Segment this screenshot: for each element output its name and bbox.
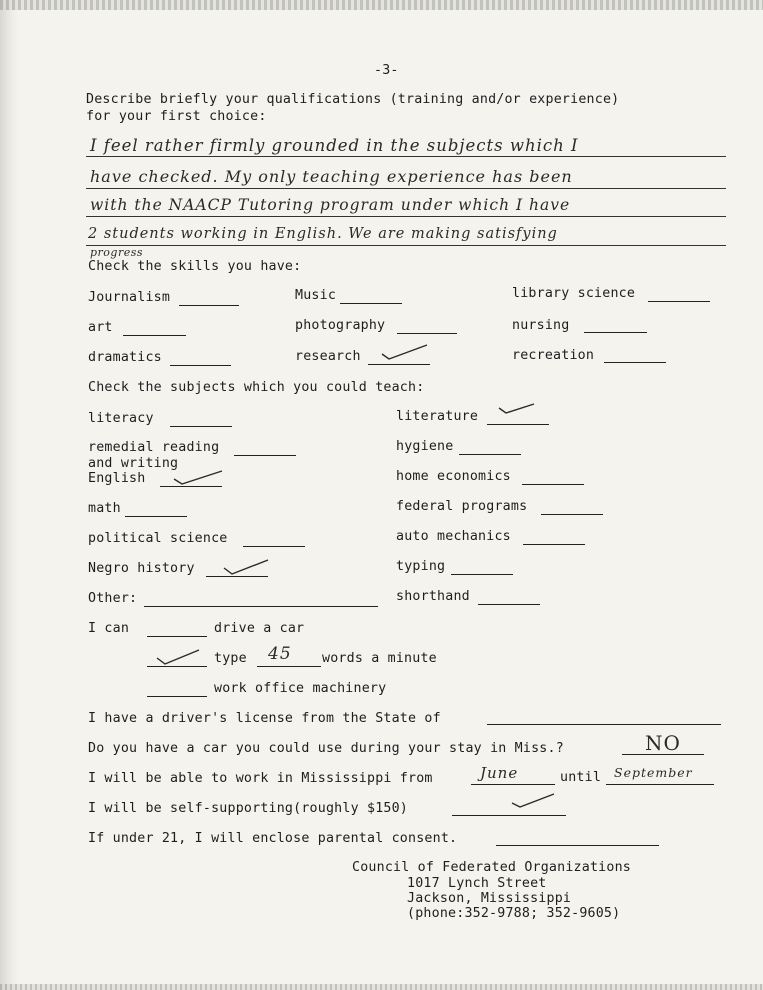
license-question: I have a driver's license from the State of <box>88 711 441 726</box>
car-question: Do you have a car you could use during your stay in Miss.? <box>88 741 564 756</box>
wpm-value: 45 <box>268 644 292 664</box>
literature-checkmark-icon <box>497 401 537 419</box>
skill-nursing-label: nursing <box>512 318 570 333</box>
self-supporting-question: I will be self-supporting(roughly $150) <box>88 801 409 816</box>
subject-remedial-blank[interactable] <box>234 455 296 456</box>
skill-journalism-blank[interactable] <box>179 305 239 306</box>
work-from-value: June <box>480 764 519 782</box>
address-phone: (phone:352-9788; 352-9605) <box>407 906 621 921</box>
subject-auto-mechanics-blank[interactable] <box>523 544 585 545</box>
self-supporting-blank[interactable] <box>452 815 566 816</box>
answer-rule-3 <box>86 216 726 217</box>
subjects-heading: Check the subjects which you could teach: <box>88 380 425 395</box>
skill-recreation-label: recreation <box>512 348 595 363</box>
subject-remedial-label-line2: and writing <box>88 456 179 471</box>
skill-art-label: art <box>88 320 113 335</box>
address-city: Jackson, Mississippi <box>407 891 572 906</box>
subject-typing-blank[interactable] <box>451 574 513 575</box>
wpm-blank[interactable] <box>257 666 321 667</box>
negro-history-checkmark-icon <box>222 557 270 579</box>
subject-english-label: English <box>88 471 146 486</box>
subject-remedial-label-line1: remedial reading <box>88 440 220 455</box>
subject-shorthand-blank[interactable] <box>478 604 540 605</box>
skill-photography-label: photography <box>295 318 386 333</box>
handwritten-answer-line4: 2 students working in English. We are making satisfying <box>88 226 558 242</box>
office-machinery-blank[interactable] <box>147 696 207 697</box>
subject-political-science-label: political science <box>88 531 228 546</box>
subject-typing-label: typing <box>396 559 446 574</box>
skill-photography-blank[interactable] <box>397 333 457 334</box>
office-machinery-label: work office machinery <box>214 681 387 696</box>
i-can-label: I can <box>88 621 130 636</box>
address-street: 1017 Lynch Street <box>407 876 547 891</box>
skill-art-blank[interactable] <box>123 335 186 336</box>
car-answer: NO <box>645 731 681 755</box>
subject-auto-mechanics-label: auto mechanics <box>396 529 511 544</box>
research-checkmark-icon <box>380 342 430 362</box>
address-org: Council of Federated Organizations <box>352 860 631 875</box>
subject-shorthand-label: shorthand <box>396 589 470 604</box>
scan-top-band <box>0 0 763 10</box>
subject-negro-history-label: Negro history <box>88 561 195 576</box>
subject-home-economics-blank[interactable] <box>522 484 584 485</box>
parental-consent-question: If under 21, I will enclose parental consent. <box>88 831 458 846</box>
parental-consent-blank[interactable] <box>496 845 659 846</box>
wpm-label: words a minute <box>322 651 437 666</box>
work-from-blank[interactable] <box>471 784 555 785</box>
type-checkmark-icon <box>155 647 201 667</box>
skill-music-label: Music <box>295 288 337 303</box>
work-until-blank[interactable] <box>606 784 714 785</box>
subject-political-science-blank[interactable] <box>243 546 305 547</box>
english-checkmark-icon <box>172 468 224 488</box>
type-label: type <box>214 651 247 666</box>
subject-literacy-blank[interactable] <box>170 426 232 427</box>
handwritten-answer-line5: progress <box>90 246 144 259</box>
work-until-value: September <box>614 765 693 780</box>
answer-rule-1 <box>86 156 726 157</box>
self-supporting-checkmark-icon <box>510 792 556 812</box>
subject-home-economics-label: home economics <box>396 469 511 484</box>
answer-rule-2 <box>86 188 726 189</box>
qualifications-prompt-line1: Describe briefly your qualifications (training and/or experience) <box>86 92 620 107</box>
subject-literature-label: literature <box>396 409 479 424</box>
subject-hygiene-blank[interactable] <box>459 454 521 455</box>
work-period-question: I will be able to work in Mississippi from <box>88 771 433 786</box>
scan-bottom-band <box>0 984 763 990</box>
subject-federal-programs-blank[interactable] <box>541 514 603 515</box>
skills-heading: Check the skills you have: <box>88 259 302 274</box>
drive-car-blank[interactable] <box>147 636 207 637</box>
subject-math-blank[interactable] <box>125 516 187 517</box>
handwritten-answer-line1: I feel rather firmly grounded in the subjects which I <box>90 136 579 155</box>
skill-research-label: research <box>295 349 361 364</box>
qualifications-prompt-line2: for your first choice: <box>86 109 267 124</box>
subject-federal-programs-label: federal programs <box>396 499 528 514</box>
subject-hygiene-label: hygiene <box>396 439 454 454</box>
handwritten-answer-line2: have checked. My only teaching experience has been <box>90 167 573 186</box>
subject-other-blank[interactable] <box>144 606 378 607</box>
skill-recreation-blank[interactable] <box>604 362 666 363</box>
subject-math-label: math <box>88 501 121 516</box>
skill-music-blank[interactable] <box>340 303 402 304</box>
handwritten-answer-line3: with the NAACP Tutoring program under which I have <box>90 196 571 214</box>
skill-research-blank[interactable] <box>368 364 430 365</box>
skill-nursing-blank[interactable] <box>584 332 647 333</box>
subject-other-label: Other: <box>88 591 138 606</box>
skill-dramatics-label: dramatics <box>88 350 162 365</box>
skill-dramatics-blank[interactable] <box>170 365 231 366</box>
skill-journalism-label: Journalism <box>88 290 171 305</box>
license-state-blank[interactable] <box>487 724 721 725</box>
skill-library-science-label: library science <box>512 286 636 301</box>
until-label: until <box>560 770 602 785</box>
drive-car-label: drive a car <box>214 621 305 636</box>
page-number: -3- <box>374 63 399 78</box>
answer-rule-4 <box>86 245 726 246</box>
subject-literature-blank[interactable] <box>487 424 549 425</box>
skill-library-science-blank[interactable] <box>648 301 710 302</box>
scan-left-edge <box>0 0 18 990</box>
subject-literacy-label: literacy <box>88 411 154 426</box>
